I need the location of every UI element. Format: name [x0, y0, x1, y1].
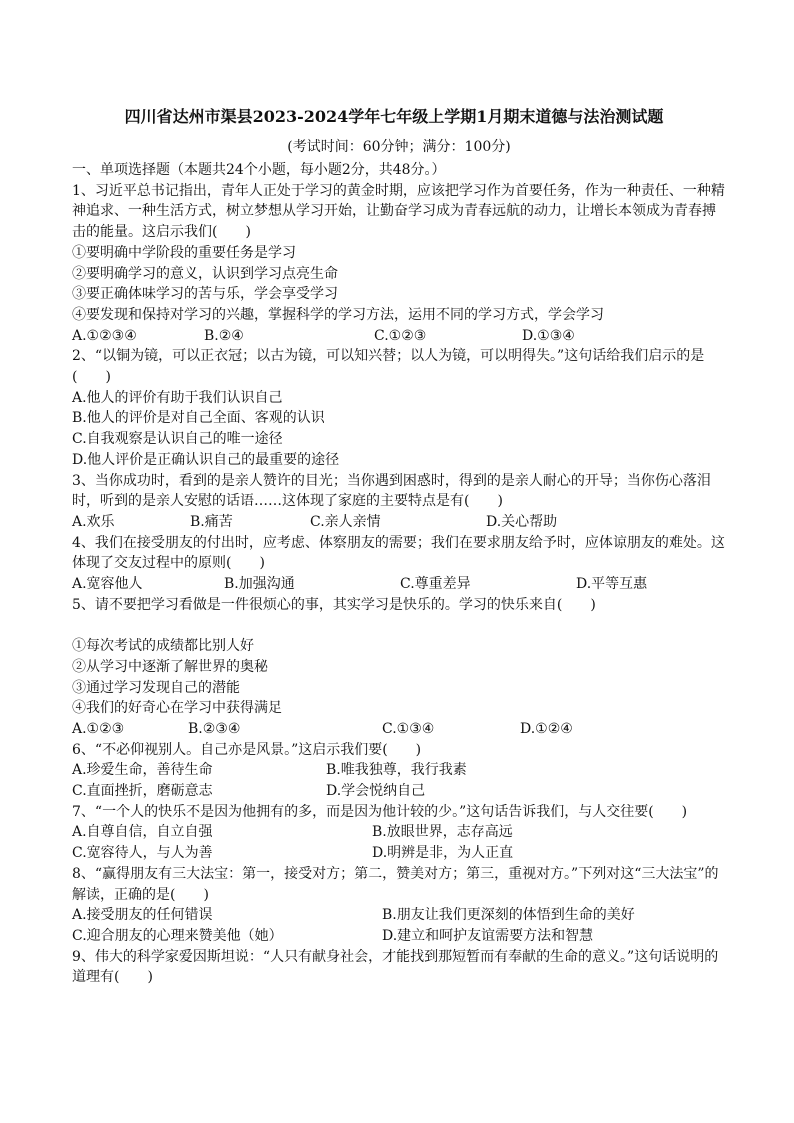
question-3-option-b: B.痛苦	[190, 513, 233, 530]
question-6-option-a: A.珍爱生命，善待生命	[72, 762, 213, 779]
question-6-option-b: B.唯我独尊，我行我素	[326, 762, 467, 779]
question-3-stem: 3、当你成功时，看到的是亲人赞许的目光；当你遇到困惑时，得到的是亲人耐心的开导；当你伤心落泪时，听到的是亲人安慰的话语……这体现了家庭的主要特点是有( )	[72, 472, 711, 510]
question-6-option-c: C.直面挫折，磨砺意志	[72, 783, 213, 800]
question-3-option-d: D.关心帮助	[486, 513, 558, 530]
question-5-option-b: B.②③④	[188, 720, 241, 737]
question-1-option-d: D.①③④	[522, 327, 575, 344]
question-3-options	[72, 512, 726, 533]
question-7-options-row-2	[72, 843, 726, 864]
question-5-stem: 5、请不要把学习看做是一件很烦心的事，其实学习是快乐的。学习的快乐来自( )	[72, 596, 596, 613]
question-5-item-1: ①每次考试的成绩都比别人好	[72, 638, 254, 655]
question-4-stem: 4、我们在接受朋友的付出时，应考虑、体察朋友的需要；我们在要求朋友给予时，应体谅朋友的难处。这体现了交友过程中的原则( )	[72, 534, 725, 572]
question-3-option-a: A.欢乐	[72, 513, 115, 530]
blank-line	[72, 615, 726, 636]
question-7-option-a: A.自尊自信，自立自强	[72, 824, 213, 841]
question-6-options-row-1	[72, 760, 726, 781]
question-1-options	[72, 326, 726, 347]
question-5-item-4: ④我们的好奇心在学习中获得满足	[72, 700, 282, 717]
question-7-option-b: B.放眼世界，志存高远	[372, 824, 513, 841]
question-1-option-c: C.①②③	[374, 327, 427, 344]
question-1-option-b: B.②④	[204, 327, 244, 344]
question-2-option-d: D.他人评价是正确认识自己的最重要的途径	[72, 451, 340, 468]
question-8-option-c: C.迎合朋友的心理来赞美他（她）	[72, 928, 283, 944]
question-1-option-a: A.①②③④	[72, 327, 137, 344]
question-5-item-3: ③通过学习发现自己的潜能	[72, 679, 240, 696]
question-5-options	[72, 719, 726, 740]
question-7-option-c: C.宽容待人，与人为善	[72, 845, 213, 862]
question-6-options-row-2	[72, 781, 726, 802]
question-8-option-a: A.接受朋友的任何错误	[72, 907, 213, 924]
question-6-option-d: D.学会悦纳自己	[326, 783, 426, 800]
exam-title: 四川省达州市渠县2023-2024学年七年级上学期1月期末道德与法治测试题	[124, 107, 664, 126]
question-5-option-a: A.①②③	[72, 720, 125, 737]
exam-page	[72, 106, 726, 988]
question-8-option-d: D.建立和呵护友谊需要方法和智慧	[382, 928, 594, 944]
question-5-option-d: D.①②④	[520, 720, 573, 737]
question-7-options-row-1	[72, 822, 726, 843]
question-4-option-b: B.加强沟通	[224, 576, 295, 593]
question-1-item-3: ③要正确体味学习的苦与乐，学会享受学习	[72, 286, 338, 303]
question-3-option-c: C.亲人亲情	[310, 513, 381, 530]
question-2-option-a: A.他人的评价有助于我们认识自己	[72, 389, 283, 406]
question-7-option-d: D.明辨是非，为人正直	[372, 845, 514, 862]
question-1-item-1: ①要明确中学阶段的重要任务是学习	[72, 244, 296, 261]
question-4-options	[72, 574, 726, 595]
question-4-option-c: C.尊重差异	[400, 576, 471, 593]
question-1-item-2: ②要明确学习的意义，认识到学习点亮生命	[72, 265, 338, 282]
question-8-options-row-1	[72, 905, 726, 926]
exam-subtitle: (考试时间：60分钟；满分：100分)	[287, 139, 511, 155]
question-9-stem: 9、伟大的科学家爱因斯坦说：“人只有献身社会，才能找到那短暂而有奉献的生命的意义。”这句话说明的道理有( )	[72, 948, 719, 986]
question-6-stem: 6、“不必仰视别人。自己亦是风景。”这启示我们要( )	[72, 741, 422, 758]
question-8-option-b: B.朋友让我们更深刻的体悟到生命的美好	[382, 907, 635, 924]
question-7-stem: 7、“一个人的快乐不是因为他拥有的多，而是因为他计较的少。”这句话告诉我们，与人交往要( )	[72, 803, 688, 820]
question-1-item-4: ④要发现和保持对学习的兴趣，掌握科学的学习方法，运用不同的学习方式，学会学习	[72, 306, 604, 323]
question-4-option-a: A.宽容他人	[72, 576, 143, 593]
question-8-options-row-2	[72, 926, 726, 947]
question-2-stem: 2、“以铜为镜，可以正衣冠；以古为镜，可以知兴替；以人为镜，可以明得失。”这句话给我们启示的是( )	[72, 348, 705, 386]
question-5-option-c: C.①③④	[382, 720, 435, 737]
question-2-option-b: B.他人的评价是对自己全面、客观的认识	[72, 410, 325, 427]
question-2-option-c: C.自我观察是认识自己的唯一途径	[72, 431, 283, 448]
question-1-stem: 1、习近平总书记指出，青年人正处于学习的黄金时期，应该把学习作为首要任务，作为一种责任、一种精神追求、一种生活方式，树立梦想从学习开始，让勤奋学习成为青春远航的动力，让增长本领成为青春搏击的能量。这启示我们( )	[72, 182, 725, 241]
question-5-item-2: ②从学习中逐渐了解世界的奥秘	[72, 658, 268, 675]
section-heading: 一、单项选择题（本题共24个小题，每小题2分，共48分。）	[72, 162, 446, 178]
question-4-option-d: D.平等互惠	[576, 576, 648, 593]
question-8-stem: 8、“赢得朋友有三大法宝：第一，接受对方；第二，赞美对方；第三，重视对方。”下列对这“三大法宝”的解读，正确的是( )	[72, 865, 719, 903]
